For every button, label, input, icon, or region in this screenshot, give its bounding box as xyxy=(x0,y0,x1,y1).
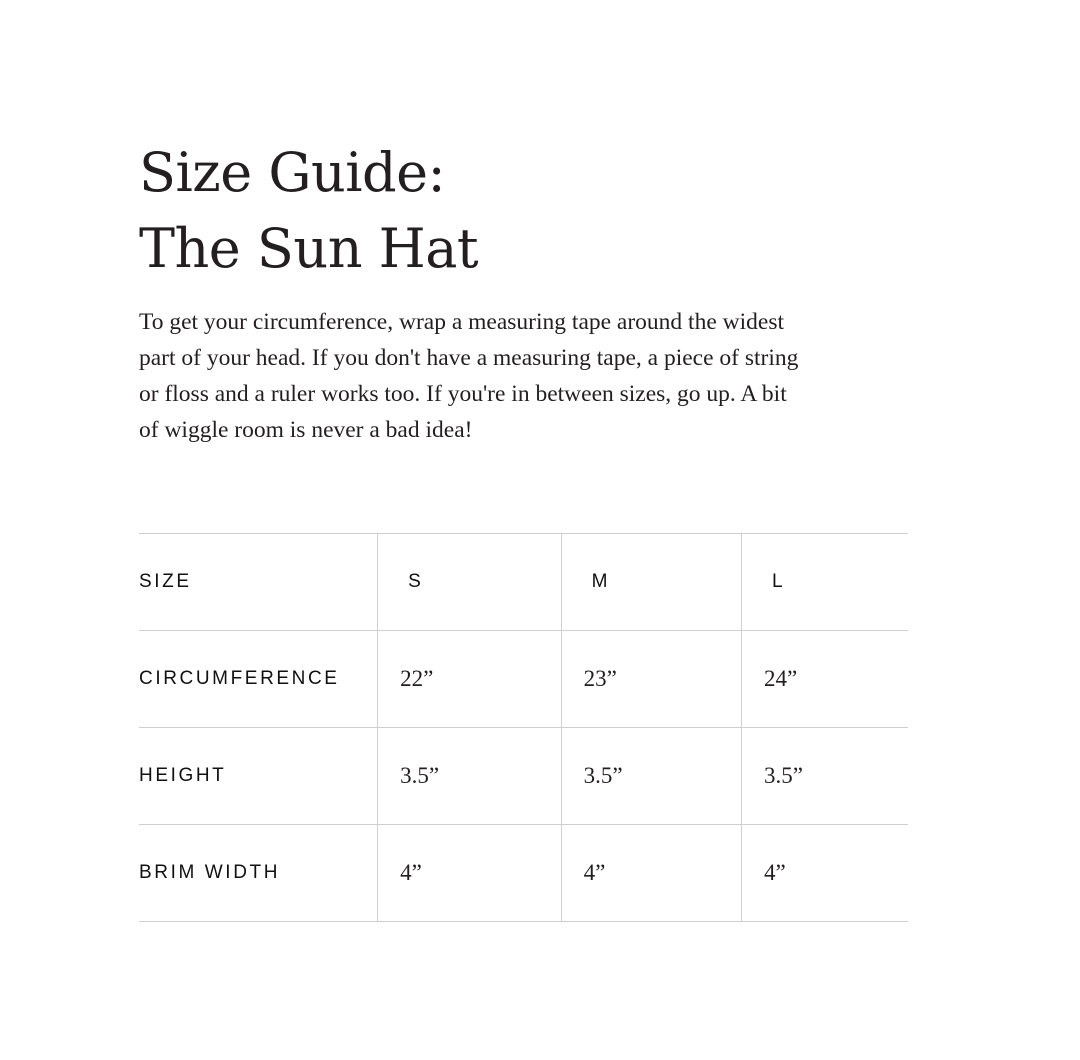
cell-brim-width-l: 4” xyxy=(742,825,908,922)
row-label-brim-width: BRIM WIDTH xyxy=(139,825,378,922)
table-row xyxy=(139,728,908,825)
cell-brim-width-s: 4” xyxy=(378,825,561,922)
page-title xyxy=(139,135,478,287)
table-header-row xyxy=(139,534,908,631)
table-row xyxy=(139,825,908,922)
cell-circumference-m: 23” xyxy=(561,631,741,728)
cell-circumference-s: 22” xyxy=(378,631,561,728)
table-row xyxy=(139,631,908,728)
cell-height-l: 3.5” xyxy=(742,728,908,825)
cell-circumference-l: 24” xyxy=(742,631,908,728)
row-label-circumference: CIRCUMFERENCE xyxy=(139,631,378,728)
cell-brim-width-m: 4” xyxy=(561,825,741,922)
header-size-l: L xyxy=(742,534,908,631)
cell-height-s: 3.5” xyxy=(378,728,561,825)
page-title-line-1: Size Guide: xyxy=(139,141,446,204)
header-label-size: SIZE xyxy=(139,534,378,631)
row-label-height: HEIGHT xyxy=(139,728,378,825)
cell-height-m: 3.5” xyxy=(561,728,741,825)
page-title-line-2: The Sun Hat xyxy=(139,217,479,280)
intro-paragraph: To get your circumference, wrap a measuring tape around the widest part of your head. If you don't have a measuring tape, a piece of string or floss and a ruler works too. If you're in between sizes, go up. A bit of wiggle room is never a bad idea! xyxy=(139,309,799,443)
size-table xyxy=(139,533,908,922)
header-size-m: M xyxy=(561,534,741,631)
header-size-s: S xyxy=(378,534,561,631)
